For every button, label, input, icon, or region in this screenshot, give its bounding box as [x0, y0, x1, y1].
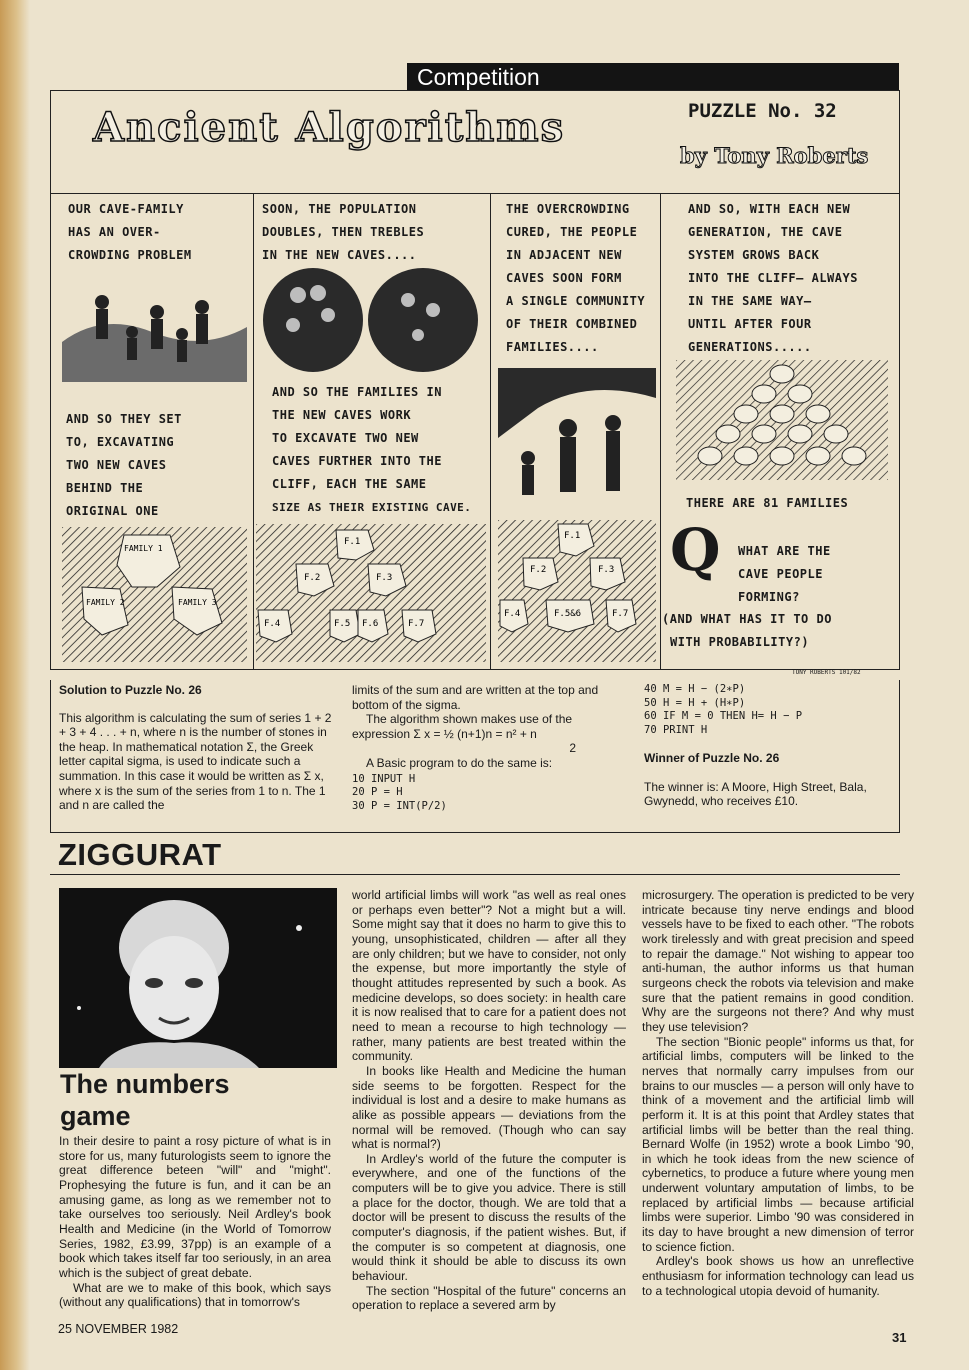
code-block: 10 INPUT H 20 P = H 30 P = INT(P/2): [352, 772, 447, 812]
q-letter: Q: [670, 516, 721, 584]
cave-label: F.5&6: [554, 609, 582, 619]
cave-label: F.2: [304, 573, 321, 583]
panel2-caption: SOON, THE POPULATION DOUBLES, THEN TREBLES IN THE NEW CAVES....: [262, 202, 425, 262]
cave-diagram-2: [256, 524, 486, 662]
crowded-caves-illustration: [258, 265, 483, 380]
cave-label: F.6: [362, 619, 379, 629]
panel4-caption: AND SO, WITH EACH NEW GENERATION, THE CAVE SYSTEM GROWS BACK INTO THE CLIFF— ALWAYS IN THE SAME WAY— UNTIL AFTER FOUR GENERATIONS.....: [688, 202, 858, 354]
cave-label: F.2: [530, 565, 547, 575]
comic-byline: by Tony Roberts: [680, 143, 869, 168]
solution-col3: 40 M = H − (2∗P) 50 H = H + (H∗P) 60 IF M = 0 THEN H= H − P 70 PRINT H Winner of Puzzle No. 26 The winner is: A Moore, High Street, Bala, Gwynedd, who receives £10.: [644, 683, 914, 809]
comic-title: Ancient Algorithms: [93, 104, 566, 151]
panel-divider: [50, 193, 900, 194]
signature: TONY ROBERTS 101/82: [792, 669, 861, 676]
page-number: 31: [892, 1330, 907, 1345]
page-edge: [0, 0, 30, 1370]
code-block: 40 M = H − (2∗P) 50 H = H + (H∗P) 60 IF M = 0 THEN H= H − P 70 PRINT H: [644, 683, 803, 736]
cave-label: F.5: [334, 619, 351, 629]
question: WHAT ARE THE CAVE PEOPLE FORMING?: [738, 544, 831, 604]
cave-diagram-1: [62, 527, 247, 662]
panel2-caption-bottom: AND SO THE FAMILIES IN THE NEW CAVES WORK TO EXCAVATE TWO NEW CAVES FURTHER INTO THE CLIFF, EACH THE SAME SIZE AS THEIR EXISTING CAVE.: [272, 385, 472, 514]
cave-label: FAMILY 1: [124, 544, 163, 553]
cave-family-illustration: [62, 272, 247, 382]
article-col3: microsurgery. The operation is predicted to be very intricate because tiny nerve endings and blood vessels have to be fixed to each other. "The robots work tirelessly and with great precision and speed to repair the damage." Not wishing to appear too anti-human, the author informs us that human surgeons check the robots via television and make sure that the patient remains in good condition. Why are the surgeons not there? And why must they use television? The section "Bionic people" informs us that, for artificial limbs, computers will be linked to the nerves that normally carry impulses from our brains to our muscles — a person will only have to think of a movement and the artificial limb will perform it. It is at this point that Ardley states that artificial limbs will be better than the real thing. Bernard Wolfe (in 1952) wrote a book Limbo '90, in which he took ideas from the new science of cybernetics, to produce a future where young men underwent voluntary amputation of limbs, to be replaced by artificial limbs — because artificial limbs were superior. Limbo '90 was considered in its day to have brought a new dimension of terror to science fiction. Ardley's book shows us how an unreflective enthusiasm for information technology can lead us to a technological utopia devoid of humanity.: [642, 888, 914, 1298]
cave-label: FAMILY 3: [178, 598, 217, 607]
cave-label: F.7: [612, 609, 629, 619]
solution-col1: Solution to Puzzle No. 26 This algorithm is calculating the sum of series 1 + 2 + 3 + 4 . . . + n, where n is the number of stones in the heap. In mathematical notation Σ, the Greek letter capital sigma, is used to indicate such a summation. In this case it would be written as Σ x, where x is the sum of the series from 1 to n. The 1 and n are called the: [59, 683, 334, 813]
portrait-photo: [59, 888, 337, 1068]
question-sub: (AND WHAT HAS IT TO DO WITH PROBABILITY?): [662, 612, 832, 649]
article-col2: world artificial limbs will work "as well as real ones or perhaps even better"? Not a might but a will. Some might say that it does no harm to give this to young, unsophisticated, children — after all they are only children; but we have to consider, not only the expense, but more importantly the style of thought attitudes represented by such a book. As medicine develops, so does society: in health care it is now realised that to care for a patient does not need to mean a recourse to high technology — rather, many patients are best treated within the community. In books like Health and Medicine the human side seems to be forgotten. Respect for the individual is lost and a desire to make humans as alike as possible appears — deviations from the normal will be removed. (Though who can say what is normal?) In Ardley's world of the future the computer is everywhere, and one of the functions of the computers will be to give you advice. There is still a place for the doctor, though. We are told that a doctor will be present to discuss the results of the computer's diagnosis, if the patient wishes. But, if the computer is so competent at diagnosis, one would think it should be able to discuss its own behaviour. The section "Hospital of the future" concerns an operation to replace a severed arm by: [352, 888, 626, 1313]
cave-label: F.3: [376, 573, 393, 583]
panel1-caption: OUR CAVE-FAMILY HAS AN OVER- CROWDING PROBLEM: [68, 202, 192, 262]
article-headline: The numbers game: [60, 1069, 230, 1131]
puzzle-number: PUZZLE No. 32: [688, 100, 837, 122]
solution-col2: limits of the sum and are written at the top and bottom of the sigma. The algorithm shown makes use of the expression Σ x = ½ (n+1)n = n² + n 2 A Basic program to do the same is: 10 INPUT H 20 P = H 30 P = INT(P/2): [352, 683, 626, 813]
cave-label: F.3: [598, 565, 615, 575]
winner-heading: Winner of Puzzle No. 26: [644, 751, 780, 765]
section-title: ZIGGURAT: [58, 837, 222, 872]
cave-network-illustration: [676, 360, 888, 480]
cave-label: FAMILY 2: [86, 598, 125, 607]
panel1-caption-bottom: AND SO THEY SET TO, EXCAVATING TWO NEW CAVES BEHIND THE ORIGINAL ONE: [66, 412, 182, 518]
panel-divider: [660, 193, 661, 670]
panel-divider: [253, 193, 254, 670]
cave-people-illustration: [498, 368, 656, 508]
panel-divider: [490, 193, 491, 670]
cave-label: F.1: [344, 537, 361, 547]
panel3-caption: THE OVERCROWDING CURED, THE PEOPLE IN ADJACENT NEW CAVES SOON FORM A SINGLE COMMUNITY OF THEIR COMBINED FAMILIES....: [506, 202, 646, 354]
cave-label: F.4: [504, 609, 521, 619]
solution-heading: Solution to Puzzle No. 26: [59, 683, 202, 697]
cave-label: F.4: [264, 619, 281, 629]
article-col1: In their desire to paint a rosy picture of what is in store for us, many futurologists seem to ignore the great difference beteen "will" and "might". Prophesying the future is fun, and it can be an amusing game, as long as we remember not to take ourselves too seriously. Neil Ardley's book Health and Medicine (in the World of Tomorrow Series, 1982, £3.99, 37pp) is an example of a book which takes itself far too seriously, in an area which is the subject of great debate. What are we to make of this book, which says (without any qualifications) that in tomorrow's: [59, 1134, 331, 1310]
cave-label: F.7: [408, 619, 425, 629]
divider: [50, 874, 900, 875]
cave-label: F.1: [564, 531, 581, 541]
cave-diagram-3: [498, 520, 656, 662]
footer-date: 25 NOVEMBER 1982: [58, 1322, 179, 1336]
section-banner: Competition: [407, 63, 899, 91]
families-note: THERE ARE 81 FAMILIES: [686, 496, 849, 510]
